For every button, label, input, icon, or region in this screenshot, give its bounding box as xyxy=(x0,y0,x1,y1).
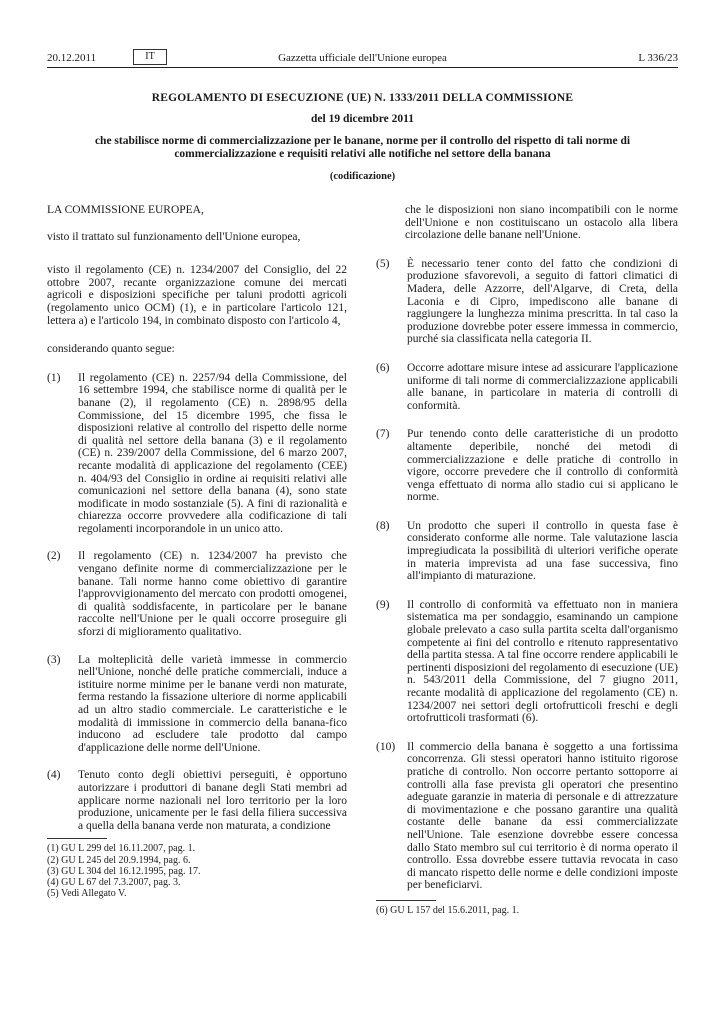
recital-text: Il regolamento (CE) n. 1234/2007 ha previsto che vengano definite norme di commercializzazione per le banane. Tali norme hanno come obiettivo di garantire l'approvvigionamento del mercato con prodotti omogenei, di qualità soddisfacente, in particolare per le banane raccolte nell'Unione per le quali occorre proseguire gli sforzi di miglioramento qualitativo. xyxy=(78,550,347,639)
recital-3 xyxy=(47,654,347,755)
footnote: (5) Vedi Allegato V. xyxy=(47,888,127,900)
recital-text: Tenuto conto degli obiettivi perseguiti, è opportuno autorizzare i produttori di banane degli Stati membri ad applicare norme nazionali nel loro territorio per la loro produzione, unicamente per le fasi della filiera successiva a quella della banana verde non maturata, a condizione xyxy=(78,769,347,832)
journal-title: Gazzetta ufficiale dell'Unione europea xyxy=(278,52,447,64)
footnote: (4) GU L 67 del 7.3.2007, pag. 3. xyxy=(47,876,181,888)
codification-note: (codificazione) xyxy=(329,171,396,182)
recital-number: (2) xyxy=(47,550,61,563)
whereas-heading: considerando quanto segue: xyxy=(47,343,175,356)
recital-text: È necessario tener conto del fatto che condizioni di produzione sfavorevoli, a seguito di fattori climatici di Madera, delle Azzorre, dell'Algarve, di Creta, della Laconia e di Cipro, impediscono alle banane di raggiungere la lunghezza minima prescritta. In tal caso la produzione dovrebbe poter essere immessa in commercio, purché sia classificata nella categoria II. xyxy=(407,257,678,346)
recital-number: (9) xyxy=(376,598,390,611)
recital-number: (7) xyxy=(376,428,390,441)
recital-text: Il controllo di conformità va effettuato non in maniera sistematica ma per sondaggio, esaminando un campione globale prelevato a caso sulla partita scelta dall'organismo competente ai fini del controllo e ritenuto rappresentativo della partita stessa. A tal fine occorre rendere applicabili le pertinenti disposizioni del regolamento di esecuzione (UE) n. 543/2011 della Commissione, del 7 giugno 2011, recante modalità di applicazione del regolamento (CE) n. 1234/2007 nei settori degli ortofrutticoli freschi e degli ortofrutticoli trasformati (6). xyxy=(407,598,678,725)
recital-number: (6) xyxy=(376,361,390,374)
recital-text: Occorre adottare misure intese ad assicurare l'applicazione uniforme di tali norme di commercializzazione applicabili alle banane, in particolare in materia di controlli di conformità. xyxy=(407,361,678,412)
footnote: (3) GU L 304 del 16.12.1995, pag. 17. xyxy=(47,865,201,877)
recital-text: La molteplicità delle varietà immesse in commercio nell'Unione, nonché delle pratiche commerciali, induce a istituire norme minime per le banane verdi non maturate, ferma restando la fissazione ulteriore di norme applicabili ad un altro stadio commerciale. Le caratteristiche e le modalità di immissione in commercio della banana-fico inducono ad escludere tale prodotto dal campo d'applicazione delle norme dell'Unione. xyxy=(78,653,347,754)
recital-number: (3) xyxy=(47,653,61,666)
footnote: (2) GU L 245 del 20.9.1994, pag. 6. xyxy=(47,854,191,866)
recital-number: (8) xyxy=(376,519,390,532)
recital-6 xyxy=(376,362,678,412)
journal-header xyxy=(0,0,725,70)
regulation-title: REGOLAMENTO DI ESECUZIONE (UE) N. 1333/2011 DELLA COMMISSIONE xyxy=(151,92,574,104)
regulation-title-block xyxy=(47,92,678,182)
header-rule xyxy=(47,67,678,68)
recital-text: Un prodotto che superi il controllo in questa fase è considerato conforme alle norme. Tale valutazione lascia impregiudicata la possibilità di ulteriori verifiche operate in materia imprevista ad una fase successiva, fino all'impianto di maturazione. xyxy=(407,519,678,583)
treaty-citation: visto il trattato sul funzionamento dell'Unione europea, xyxy=(47,230,301,243)
footnotes-left xyxy=(47,838,347,899)
footnote: (6) GU L 157 del 15.6.2011, pag. 1. xyxy=(376,904,520,916)
page-number: L 336/23 xyxy=(638,52,678,64)
recital-text: che le disposizioni non siano incompatibili con le norme dell'Unione e non costituiscano un ostacolo alla libera circolazione delle banane nell'Unione. xyxy=(405,204,678,242)
recital-2 xyxy=(47,550,347,638)
recital-5 xyxy=(376,258,678,346)
recital-1 xyxy=(47,372,347,536)
recital-text: Il commercio della banana è soggetto a una fortissima concorrenza. Gli stessi operatori hanno istituito rigorose pratiche di controllo. Non occorre pertanto sottoporre ai controlli alla fase prevista gli operatori che presentino adeguate garanzie in materia di personale e di attrezzature di movimentazione e che possano garantire una qualità costante delle banane da essi commercializzate nell'Unione. Tale esenzione dovrebbe essere concessa dallo Stato membro sul cui territorio è di norma operato il controllo. Essa dovrebbe essere tuttavia revocata in caso di mancato rispetto delle norme e delle condizioni imposte per beneficiarvi. xyxy=(407,740,678,892)
regulation-date: del 19 dicembre 2011 xyxy=(311,113,414,125)
recital-9 xyxy=(376,599,678,725)
language-badge: IT xyxy=(133,49,167,65)
footnote-rule xyxy=(47,838,107,839)
recital-number: (10) xyxy=(376,740,396,753)
footnotes-right xyxy=(376,900,678,916)
recital-text: Pur tenendo conto delle caratteristiche di un prodotto altamente deperibile, nonché dei metodi di commercializzazione e delle pratiche di controllo in vigore, occorre prevedere che il controllo di conformità venga effettuato di norma allo stadio cui si applicano le norme. xyxy=(407,428,678,504)
footnote-rule xyxy=(376,900,436,901)
recital-4-continued xyxy=(376,204,678,242)
commission-heading: LA COMMISSIONE EUROPEA, xyxy=(47,204,204,216)
recital-10 xyxy=(376,741,678,892)
regulation-subject: che stabilisce norme di commercializzazione per le banane, norme per il controllo del rispetto di tali norme di commercializzazione e requisiti relativi alle notifiche nel settore della banana xyxy=(94,135,631,160)
recital-7 xyxy=(376,428,678,504)
publication-date: 20.12.2011 xyxy=(47,52,97,64)
recital-4 xyxy=(47,769,347,832)
left-column xyxy=(47,204,347,899)
recital-text: Il regolamento (CE) n. 2257/94 della Commissione, del 16 settembre 1994, che stabilisce norme di qualità per le banane (2), il regolamento (CE) n. 2898/95 della Commissione, del 15 dicembre 1995, che fissa le disposizioni relative al controllo del rispetto delle norme di qualità nel settore della banana (3) e il regolamento (CE) n. 239/2007 della Commissione, del 6 marzo 2007, recante modalità di applicazione del regolamento (CEE) n. 404/93 del Consiglio in ordine ai requisiti relativi alle comunicazioni nel settore della banana (4), sono state modificate in modo sostanziale (5). A fini di razionalità e chiarezza occorre provvedere alla codificazione di tali regolamenti incorporandole in un unico atto. xyxy=(78,371,347,535)
recital-number: (1) xyxy=(47,371,61,384)
right-column xyxy=(376,204,678,916)
regulation-citation: visto il regolamento (CE) n. 1234/2007 del Consiglio, del 22 ottobre 2007, recante organizzazione comune dei mercati agricoli e disposizioni specifiche per taluni prodotti agricoli (regolamento unico OCM) (1), e in particolare l'articolo 121, lettera a) e l'articolo 194, in combinato disposto con l'articolo 4, xyxy=(47,264,347,327)
footnote: (1) GU L 299 del 16.11.2007, pag. 1. xyxy=(47,843,196,855)
recital-number: (5) xyxy=(376,257,390,270)
recital-number: (4) xyxy=(47,769,61,782)
recital-8 xyxy=(376,520,678,583)
